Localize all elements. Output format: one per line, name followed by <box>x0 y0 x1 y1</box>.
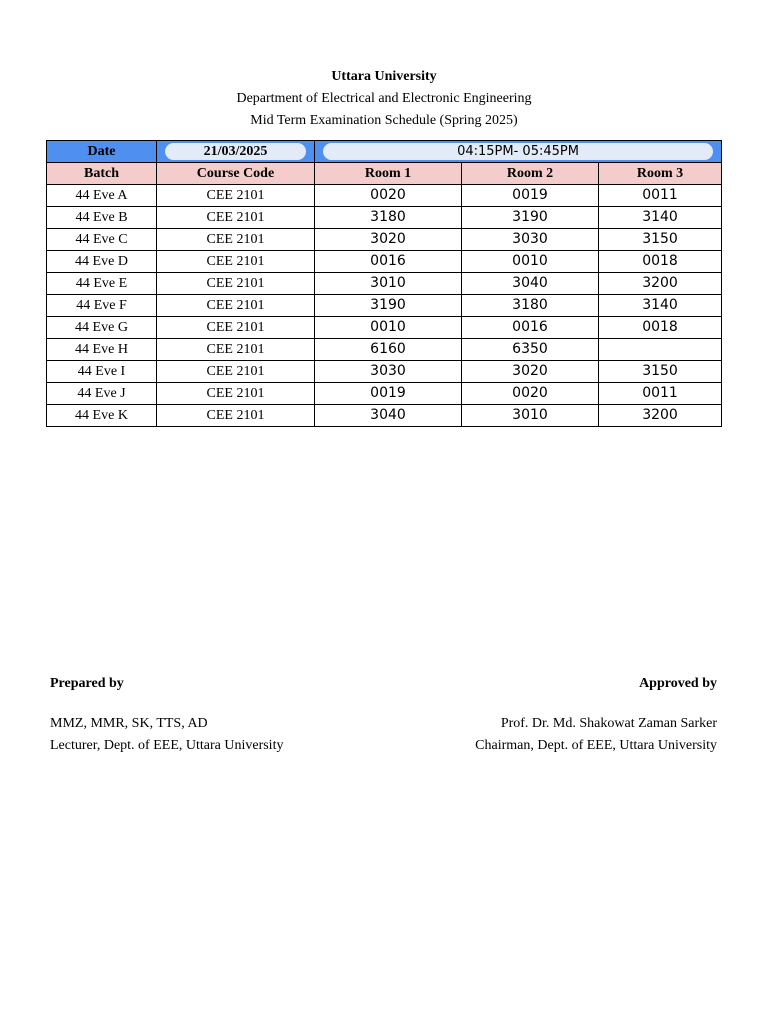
room-cell: 3200 <box>599 405 722 427</box>
table-row <box>47 295 722 317</box>
date-value: 21/03/2025 <box>165 143 306 160</box>
batch-cell: 44 Eve C <box>47 229 157 251</box>
room-cell: 0019 <box>462 185 599 207</box>
document-header <box>0 66 768 132</box>
room-cell: 0018 <box>599 317 722 339</box>
approved-by-title: Chairman, Dept. of EEE, Uttara University <box>475 738 717 753</box>
course-code-cell: CEE 2101 <box>157 251 315 273</box>
room-cell: 3180 <box>315 207 462 229</box>
table-row <box>47 317 722 339</box>
department-name: Department of Electrical and Electronic Engineering <box>236 91 532 106</box>
table-row <box>47 361 722 383</box>
table-row <box>47 251 722 273</box>
room-cell: 3010 <box>315 273 462 295</box>
course-code-cell: CEE 2101 <box>157 295 315 317</box>
column-header: Course Code <box>157 163 315 185</box>
prepared-by-title: Lecturer, Dept. of EEE, Uttara University <box>50 738 284 753</box>
room-cell: 3180 <box>462 295 599 317</box>
batch-cell: 44 Eve A <box>47 185 157 207</box>
room-cell: 3190 <box>462 207 599 229</box>
prepared-by-names: MMZ, MMR, SK, TTS, AD <box>50 716 208 731</box>
room-cell <box>599 339 722 361</box>
room-cell: 3040 <box>462 273 599 295</box>
room-cell: 0020 <box>315 185 462 207</box>
prepared-by-label: Prepared by <box>50 676 124 691</box>
schedule-table <box>46 140 722 427</box>
course-code-cell: CEE 2101 <box>157 207 315 229</box>
course-code-cell: CEE 2101 <box>157 339 315 361</box>
batch-cell: 44 Eve G <box>47 317 157 339</box>
room-cell: 6350 <box>462 339 599 361</box>
batch-cell: 44 Eve K <box>47 405 157 427</box>
batch-cell: 44 Eve F <box>47 295 157 317</box>
column-header: Room 3 <box>599 163 722 185</box>
course-code-cell: CEE 2101 <box>157 405 315 427</box>
room-cell: 0016 <box>315 251 462 273</box>
room-cell: 3140 <box>599 207 722 229</box>
room-cell: 3010 <box>462 405 599 427</box>
table-row <box>47 383 722 405</box>
room-cell: 0011 <box>599 185 722 207</box>
room-cell: 3030 <box>462 229 599 251</box>
column-header: Room 2 <box>462 163 599 185</box>
course-code-cell: CEE 2101 <box>157 273 315 295</box>
table-row <box>47 207 722 229</box>
room-cell: 3020 <box>462 361 599 383</box>
time-value: 04:15PM- 05:45PM <box>323 143 713 160</box>
approved-by-name: Prof. Dr. Md. Shakowat Zaman Sarker <box>500 716 717 731</box>
course-code-cell: CEE 2101 <box>157 361 315 383</box>
column-header: Room 1 <box>315 163 462 185</box>
room-cell: 0011 <box>599 383 722 405</box>
table-row <box>47 185 722 207</box>
batch-cell: 44 Eve B <box>47 207 157 229</box>
batch-cell: 44 Eve D <box>47 251 157 273</box>
university-name: Uttara University <box>331 69 437 84</box>
course-code-cell: CEE 2101 <box>157 383 315 405</box>
room-cell: 0020 <box>462 383 599 405</box>
room-cell: 0019 <box>315 383 462 405</box>
column-header: Batch <box>47 163 157 185</box>
room-cell: 0010 <box>315 317 462 339</box>
course-code-cell: CEE 2101 <box>157 185 315 207</box>
date-label: Date <box>47 141 157 163</box>
table-row <box>47 229 722 251</box>
room-cell: 6160 <box>315 339 462 361</box>
date-row <box>47 141 722 163</box>
time-cell <box>315 141 722 163</box>
column-header-row <box>47 163 722 185</box>
room-cell: 0018 <box>599 251 722 273</box>
room-cell: 0010 <box>462 251 599 273</box>
room-cell: 3040 <box>315 405 462 427</box>
course-code-cell: CEE 2101 <box>157 229 315 251</box>
approved-by-label: Approved by <box>639 676 717 691</box>
batch-cell: 44 Eve J <box>47 383 157 405</box>
room-cell: 3030 <box>315 361 462 383</box>
table-row <box>47 405 722 427</box>
room-cell: 3200 <box>599 273 722 295</box>
batch-cell: 44 Eve I <box>47 361 157 383</box>
course-code-cell: CEE 2101 <box>157 317 315 339</box>
batch-cell: 44 Eve H <box>47 339 157 361</box>
room-cell: 3140 <box>599 295 722 317</box>
table-row <box>47 339 722 361</box>
room-cell: 3150 <box>599 361 722 383</box>
room-cell: 3020 <box>315 229 462 251</box>
room-cell: 0016 <box>462 317 599 339</box>
exam-title: Mid Term Examination Schedule (Spring 2025) <box>250 113 518 128</box>
room-cell: 3190 <box>315 295 462 317</box>
room-cell: 3150 <box>599 229 722 251</box>
date-cell <box>157 141 315 163</box>
batch-cell: 44 Eve E <box>47 273 157 295</box>
table-row <box>47 273 722 295</box>
